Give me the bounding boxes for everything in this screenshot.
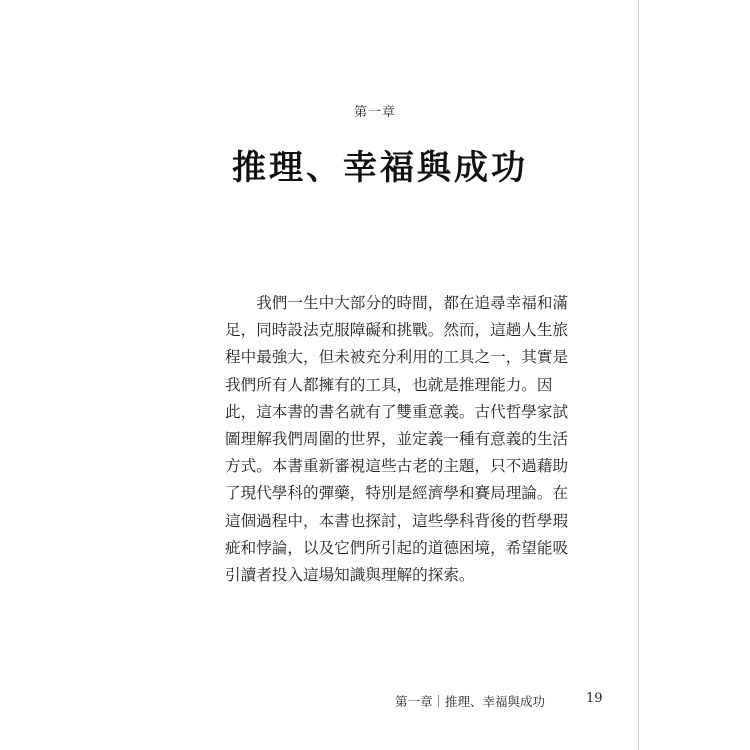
body-line: 此，這本書的書名就有了雙重意義。古代哲學家試 (225, 402, 569, 421)
body-line: 圖理解我們周圍的世界，並定義一種有意義的生活 (225, 429, 569, 448)
body-line: 我們所有人都擁有的工具，也就是推理能力。因 (225, 375, 553, 394)
chapter-label: 第一章 (353, 105, 396, 120)
chapter-title: 推理、幸福與成功 (232, 148, 528, 188)
body-line: 方式。本書重新審視這些古老的主題，只不過藉助 (225, 457, 569, 476)
page-number: 19 (586, 691, 603, 706)
body-line: 足，同時設法克服障礙和挑戰。然而，這趟人生旅 (225, 321, 569, 340)
body-line: 我們一生中大部分的時間，都在追尋幸福和滿 (225, 294, 569, 312)
body-line: 疵和悖論，以及它們所引起的道德困境，希望能吸 (225, 538, 569, 557)
body-line: 這個過程中，本書也探討，這些學科背後的哲學瑕 (225, 511, 569, 530)
body-line: 引讀者投入這場知識與理解的探索。 (225, 565, 475, 584)
running-footer: 第一章｜推理、幸福與成功 (395, 694, 546, 709)
body-paragraph (225, 290, 569, 589)
body-line: 了現代學科的彈藥，特別是經濟學和賽局理論。在 (225, 484, 569, 503)
body-line: 程中最強大，但未被充分利用的工具之一，其實是 (225, 348, 569, 367)
